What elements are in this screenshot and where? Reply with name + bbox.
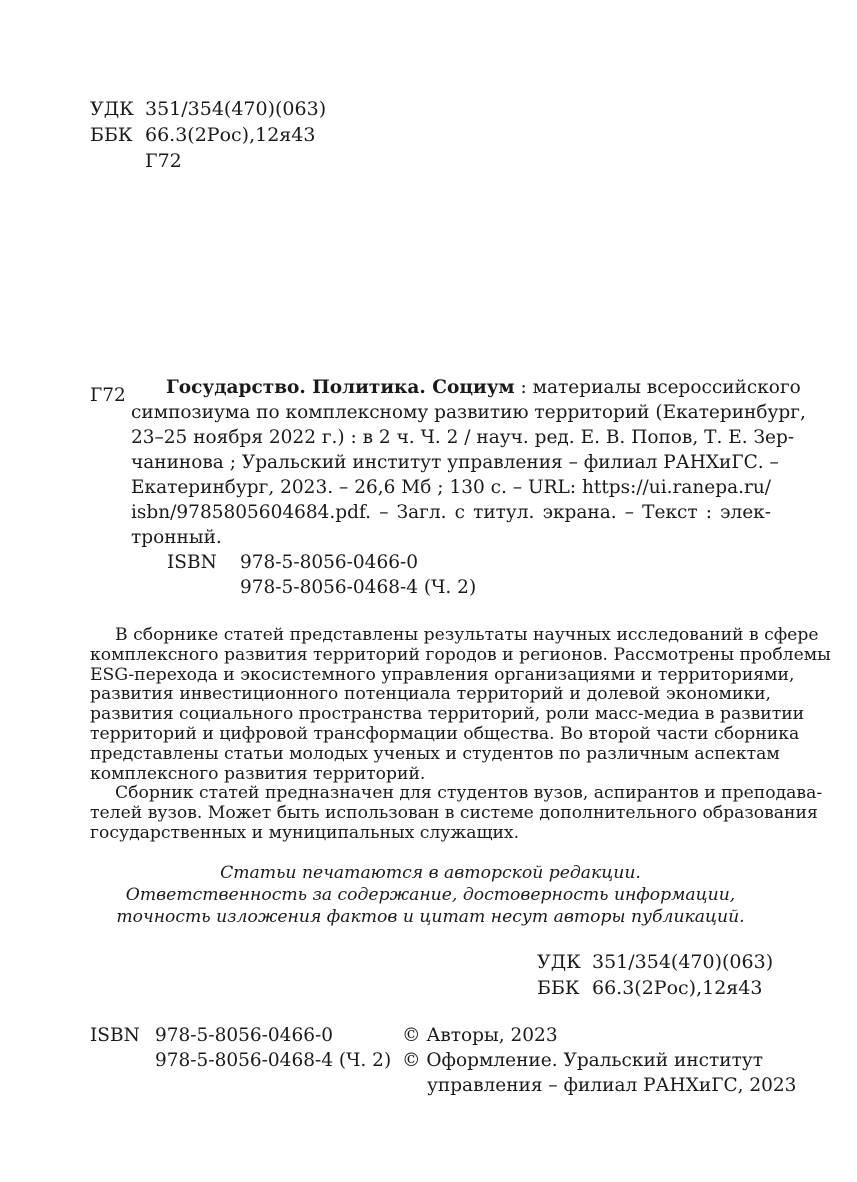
annotation-line: развития инвестиционного потенциала территорий и долевой экономики, bbox=[90, 684, 771, 705]
footer-isbn-1: 978-5-8056-0466-0 bbox=[155, 1025, 334, 1046]
udk-label-top: УДК bbox=[90, 98, 134, 120]
udk-value-bottom: 351/354(470)(063) bbox=[592, 951, 774, 973]
udk-value-top: 351/354(470)(063) bbox=[145, 98, 327, 120]
bbk-label-top: ББК bbox=[90, 124, 133, 146]
copyright-design: © Оформление. Уральский институт bbox=[402, 1050, 763, 1071]
bbk-label-bottom: ББК bbox=[537, 977, 580, 999]
entry-line-7: тронный. bbox=[131, 527, 222, 548]
entry-line-1-rest: : материалы всероссийского bbox=[514, 377, 801, 398]
bbk-value-bottom: 66.3(2Рос),12я43 bbox=[592, 977, 763, 999]
entry-isbn-1: 978-5-8056-0466-0 bbox=[240, 552, 419, 573]
editorial-note bbox=[90, 862, 771, 928]
entry-line-5: Екатеринбург, 2023. – 26,6 Мб ; 130 с. – URL: https://ui.ranepa.ru/ bbox=[131, 477, 771, 498]
annotation-line: представлены статьи молодых ученых и студентов по различным аспектам bbox=[90, 743, 780, 764]
author-sign-entry: Г72 bbox=[90, 385, 126, 406]
bibliographic-entry bbox=[131, 375, 806, 550]
udk-label-bottom: УДК bbox=[537, 951, 581, 973]
bbk-value-top: 66.3(2Рос),12я43 bbox=[145, 124, 316, 146]
entry-isbn-label: ISBN bbox=[167, 552, 217, 573]
annotation-line: комплексного развития территорий городов и регионов. Рассмотрены проблемы bbox=[90, 644, 831, 665]
annotation-line: Сборник статей предназначен для студентов вузов, аспирантов и преподава- bbox=[115, 783, 823, 804]
note-line-3: точность изложения фактов и цитат несут авторы публикаций. bbox=[116, 907, 745, 927]
entry-title: Государство. Политика. Социум bbox=[166, 377, 515, 398]
annotation-line: территорий и цифровой трансформации общества. Во второй части сборника bbox=[90, 723, 800, 744]
author-sign-top: Г72 bbox=[145, 150, 182, 172]
note-line-1: Статьи печатаются в авторской редакции. bbox=[220, 863, 641, 883]
annotation-line: В сборнике статей представлены результаты научных исследований в сфере bbox=[115, 625, 819, 645]
entry-line-4: чанинова ; Уральский институт управления – филиал РАНХиГС. – bbox=[131, 452, 779, 473]
annotation-line: государственных и муниципальных служащих. bbox=[90, 822, 520, 843]
annotation-line: телей вузов. Может быть использован в системе дополнительного образования bbox=[90, 803, 818, 824]
entry-line-6: isbn/9785805604684.pdf. – Загл. с титул. экрана. – Текст : элек- bbox=[131, 502, 771, 523]
annotation-line: развития социального пространства территорий, роли масс-медиа в развитии bbox=[90, 704, 805, 725]
footer-isbn-label: ISBN bbox=[90, 1025, 140, 1046]
copyright-design-cont: управления – филиал РАНХиГС, 2023 bbox=[427, 1075, 797, 1096]
copyright-authors: © Авторы, 2023 bbox=[402, 1025, 558, 1046]
annotation bbox=[90, 625, 831, 844]
annotation-line: ESG-перехода и экосистемного управления организациями и территориями, bbox=[90, 664, 795, 685]
entry-line-2: симпозиума по комплексному развитию территорий (Екатеринбург, bbox=[131, 402, 806, 423]
annotation-line: комплексного развития территорий. bbox=[90, 763, 426, 784]
note-line-2: Ответственность за содержание, достоверность информации, bbox=[125, 885, 736, 905]
entry-line-1 bbox=[131, 375, 801, 400]
entry-line-3: 23–25 ноября 2022 г.) : в 2 ч. Ч. 2 / науч. ред. Е. В. Попов, Т. Е. Зер- bbox=[131, 427, 795, 448]
footer-isbn-2: 978-5-8056-0468-4 (Ч. 2) bbox=[155, 1050, 392, 1071]
entry-isbn-2: 978-5-8056-0468-4 (Ч. 2) bbox=[240, 577, 477, 598]
